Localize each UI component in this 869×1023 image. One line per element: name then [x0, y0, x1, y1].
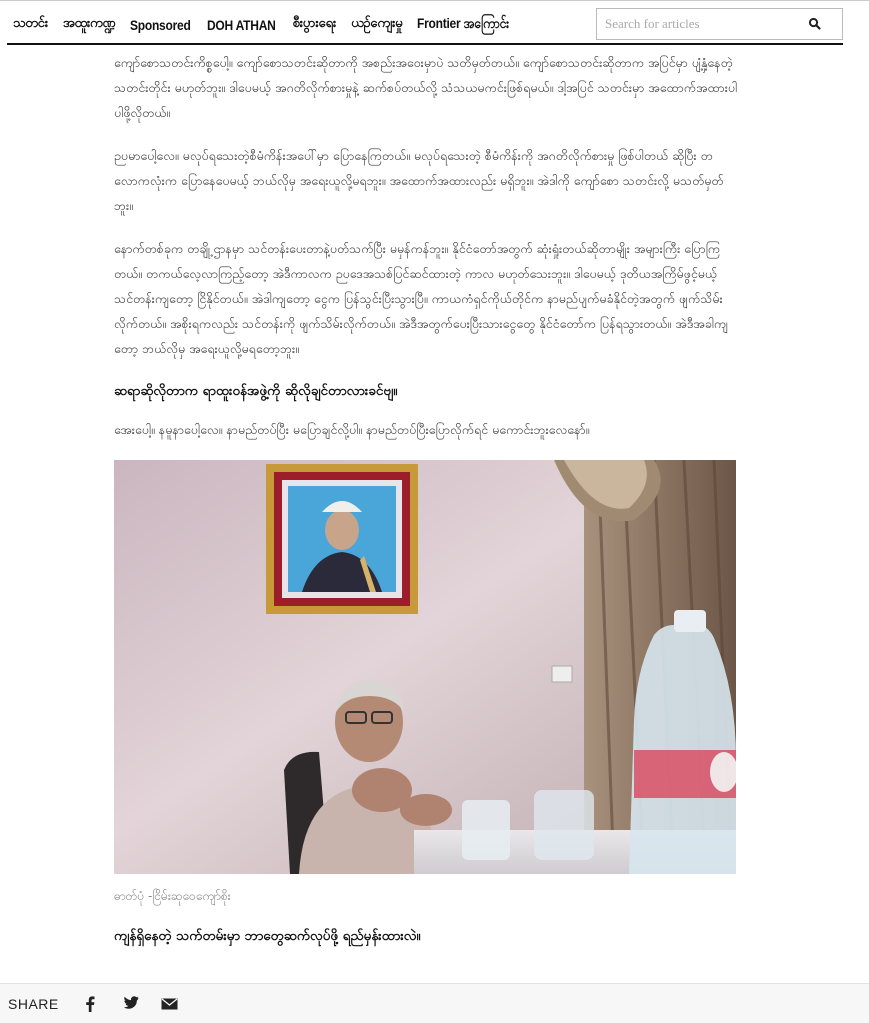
nav-item-sponsored[interactable]: Sponsored [130, 16, 191, 33]
article-paragraph: နောက်တစ်ခုက တချို့ဌာနမှာ သင်တန်းပေးတာနဲ့ပတ်သက်ပြီး မမှန်ကန်ဘူး။ နိုင်ငံတော်အတွက် ဆုံးရှုံးတယ်ဆိုတာမျိုး အများကြီး ပြောကြတယ်။ တကယ်လေ့လာကြည့်တော့ အဲဒီကာလက ဉပဒေအသစ်ပြင်ဆင်ထားတဲ့ ကာလ မဟုတ်သေးဘူး။ ဒါပေမယ့် ဒုတိယအကြိမ်ဖွင့်မယ့် သင်တန်းကျတော့ ငြိနိုင်တယ်။ အဲဒါကျတော့ ငွေက ပြန်သွင်းပြီးသွားပြီ။ ကာယကံရှင်ကိုယ်တိုင်က နာမည်ပျက်မခံနိုင်တဲ့အတွက် ဖျက်သိမ်းလိုက်တယ်။ အစိုးရကလည်း သင်တန်းကို ဖျက်သိမ်းလိုက်တယ်။ အဲဒီအတွက်ပေးပြီးသားငွေတွေ နိုင်ငံတော်က ပြန်ရသွားတယ်။ အဲဒီအခါကျတော့ ဘယ်လိုမှ အရေးယူလို့မရတော့ဘူး။ [114, 241, 729, 356]
interview-question: ဆရာဆိုလိုတာက ရာထူးဝန်အဖွဲ့ကို ဆိုလိုချင်တာလားခင်ဗျ။ [114, 383, 398, 399]
article-paragraph: ဉပမာပေါ့လေ။ မလုပ်ရသေးတဲ့စီမံကိန်းအပေါ်မှာ ပြောနေကြတယ်။ မလုပ်ရသေးတဲ့ စီမံကိန်းကို အဂတိလိုက်စားမှု ဖြစ်ပါတယ် ဆိုပြီး တလောကလုံးက ပြောနေပေမယ့် ဘယ်လိုမှ အရေးယူလို့မရဘူး။ အထောက်အထားလည်း မရှိဘူး။ အဲဒါကို ကျော်စော သတင်းလို့ မသတ်မှတ်ဘူး။ [114, 148, 724, 213]
article-body [114, 50, 740, 962]
nav-item-news[interactable]: သတင်း [13, 15, 48, 30]
search-box [596, 8, 843, 40]
nav-item-culture[interactable]: ယဉ်ကျေးမှု [351, 15, 403, 30]
nav-divider [7, 43, 843, 45]
nav-item-doh-athan[interactable]: DOH ATHAN [206, 16, 276, 33]
twitter-icon[interactable] [121, 995, 139, 1013]
share-label: SHARE [8, 995, 59, 1012]
search-input[interactable] [605, 10, 805, 38]
nav-item-about-frontier[interactable]: Frontier အကြောင်း [417, 15, 510, 31]
photo-caption: ဓာတ်ပုံ -ငြိမ်းဆုဝေကျော်စိုး [114, 889, 231, 903]
facebook-icon[interactable] [81, 995, 99, 1013]
article-paragraph: ကျော်စောသတင်းကိစ္စပေါ့။ ကျော်စောသတင်းဆိုတာကို အစည်းအဝေးမှာပဲ သတိမှတ်တယ်။ ကျော်စောသတင်းဆိုတာက အပြင်မှာ ပျံ့နှံ့နေတဲ့သတင်းတိုင်း မဟုတ်ဘူး။ ဒါပေမယ့် အဂတိလိုက်စားမှုနဲ့ ဆက်စပ်တယ်လို့ သံသယမကင်းဖြစ်ရမယ်။ ဒါ့အပြင် သတင်းမှာ အထောက်အထားပါ ပါဖို့လိုတယ်။ [114, 55, 738, 120]
article-photo [114, 460, 736, 874]
nav-item-business[interactable]: စီးပွားရေး [292, 15, 337, 30]
interview-answer: အေးပေါ့။ နမူနာပေါ့လေ။ နာမည်တပ်ပြီး မပြောချင်လို့ပါ။ နာမည်တပ်ပြီးပြောလိုက်ရင် မကောင်းဘူးလေနော်။ [114, 422, 590, 437]
interview-question: ကျန်ရှိနေတဲ့ သက်တမ်းမှာ ဘာတွေဆက်လုပ်ဖို့ ရည်မှန်းထားလဲ။ [114, 928, 421, 944]
top-navigation [0, 0, 869, 44]
interview-photo-illustration [114, 460, 736, 874]
nav-item-features[interactable]: အထူးကဏ္ဍ [62, 15, 116, 30]
share-bar [0, 983, 869, 1023]
search-icon[interactable] [808, 17, 822, 31]
nav-menu [13, 14, 530, 35]
email-icon[interactable] [161, 995, 179, 1013]
